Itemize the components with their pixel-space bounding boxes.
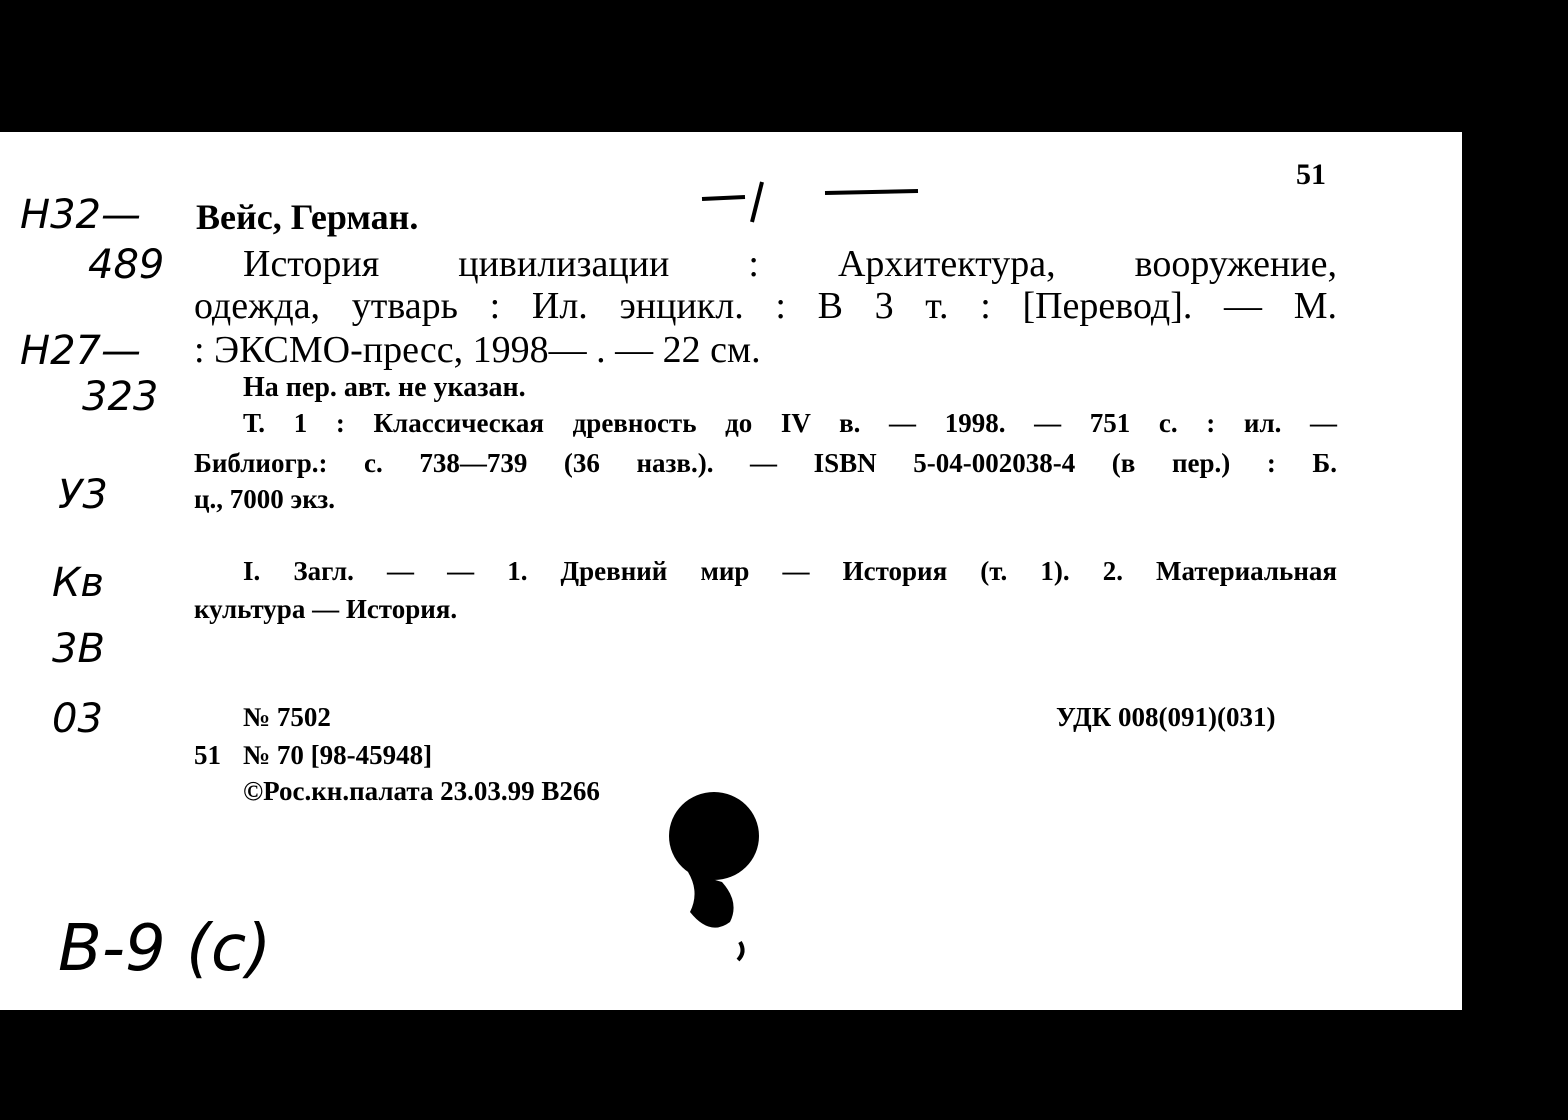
author-heading: Вейс, Герман.	[196, 197, 419, 237]
title-line-1: История цивилизации : Архитектура, вооружение,	[243, 243, 1337, 285]
handwritten-shelf-mark-2: 489	[88, 242, 165, 288]
handwritten-dash-mark	[690, 172, 930, 232]
handwritten-code-03: 03	[52, 696, 103, 742]
udk-code: УДК 008(091)(031)	[1056, 702, 1276, 732]
handwritten-code-u3: У3	[58, 472, 108, 518]
copyright-line: ©Рос.кн.палата 23.03.99 В266	[243, 776, 600, 806]
volume-line-1: Т. 1 : Классическая древность до IV в. — 1998. — 751 с. : ил. —	[243, 408, 1337, 438]
handwritten-shelf-mark-1: Н32—	[20, 192, 141, 238]
volume-line-2: Библиогр.: с. 738—739 (36 назв.). — ISBN 5-04-002038-4 (в пер.) : Б.	[194, 448, 1337, 478]
code-prefix: 51	[194, 740, 221, 770]
subjects-line-2: культура — История.	[194, 594, 458, 624]
record-number: № 7502	[243, 702, 331, 732]
ink-blot	[660, 792, 770, 962]
registration-number: № 70 [98-45948]	[243, 740, 433, 770]
note-line: На пер. авт. не указан.	[243, 372, 526, 403]
handwritten-bottom-code: В-9 (с)	[58, 912, 272, 986]
page-number: 51	[1296, 158, 1326, 191]
handwritten-code-3v: 3В	[52, 626, 105, 672]
title-line-3: : ЭКСМО-пресс, 1998— . — 22 см.	[194, 329, 761, 371]
handwritten-shelf-mark-4: 323	[82, 374, 159, 420]
handwritten-code-kv: Кв	[52, 560, 104, 606]
subjects-line-1: I. Загл. — — 1. Древний мир — История (т. 1). 2. Материальная	[243, 556, 1337, 586]
volume-line-3: ц., 7000 экз.	[194, 484, 336, 514]
catalog-card	[0, 132, 1462, 1010]
handwritten-shelf-mark-3: Н27—	[20, 328, 141, 374]
title-line-2: одежда, утварь : Ил. энцикл. : В 3 т. : [Перевод]. — М.	[194, 285, 1337, 327]
